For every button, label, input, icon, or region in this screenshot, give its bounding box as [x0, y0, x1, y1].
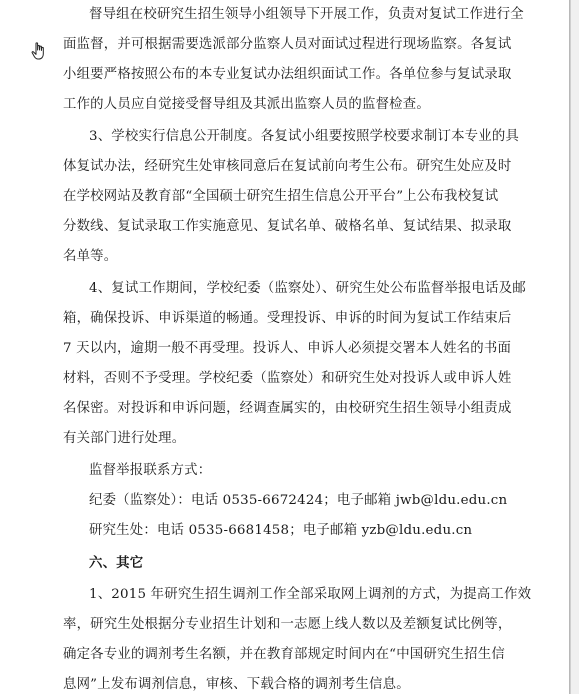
hand-cursor-icon: [30, 41, 48, 61]
text-line: 3、学校实行信息公开制度。各复试小组要按照学校要求制订本专业的具: [89, 129, 520, 144]
text-line: 督导组在校研究生招生领导小组领导下开展工作，负责对复试工作进行全: [89, 7, 524, 22]
text-line: 有关部门进行处理。: [63, 431, 186, 446]
contact-discipline-office: 纪委（监察处）：电话 0535-6672424；电子邮箱 jwb@ldu.edu.cn: [89, 493, 508, 508]
text-line: 名保密。对投诉和申诉问题，经调查属实的，由校研究生招生领导小组责成: [63, 401, 512, 416]
text-line: 小组要严格按照公布的本专业复试办法组织面试工作。各单位参与复试录取: [63, 67, 512, 82]
contact-graduate-office: 研究生处：电话 0535-6681458；电子邮箱 yzb@ldu.edu.cn: [89, 523, 473, 538]
text-line: 体复试办法，经研究生处审核同意后在复试前向考生公布。研究生处应及时: [63, 159, 512, 174]
text-line: 4、复试工作期间，学校纪委（监察处）、研究生处公布监督举报电话及邮: [89, 281, 526, 296]
text-line: 率，研究生处根据分专业招生计划和一志愿上线人数以及差额复试比例等，: [63, 617, 512, 632]
section-heading: 六、其它: [89, 555, 144, 571]
text-line: 名单等。: [63, 249, 118, 264]
text-line: 面监督，并可根据需要选派部分监察人员对面试过程进行现场监察。各复试: [63, 37, 512, 52]
text-line: 在学校网站及教育部“全国硕士研究生招生信息公开平台”上公布我校复试: [63, 189, 499, 204]
text-line: 工作的人员应自觉接受督导组及其派出监察人员的监督检查。: [63, 97, 430, 112]
text-line: 分数线、复试录取工作实施意见、复试名单、破格名单、复试结果、拟录取: [63, 219, 512, 234]
text-line: 7 天以内，逾期一般不再受理。投诉人、申诉人必须提交署本人姓名的书面: [63, 341, 512, 356]
text-line: 息网”上发布调剂信息，审核、下载合格的调剂考生信息。: [63, 677, 410, 692]
contact-heading: 监督举报联系方式：: [89, 463, 212, 478]
text-line: 确定各专业的调剂考生名额，并在教育部规定时间内在“中国研究生招生信: [63, 647, 505, 662]
text-line: 1、2015 年研究生招生调剂工作全部采取网上调剂的方式，为提高工作效: [89, 587, 532, 602]
text-line: 材料，否则不予受理。学校纪委（监察处）和研究生处对投诉人或申诉人姓: [63, 371, 512, 386]
text-line: 箱，确保投诉、申诉渠道的畅通。受理投诉、申诉的时间为复试工作结束后: [63, 311, 512, 326]
vertical-scrollbar[interactable]: [570, 0, 579, 694]
